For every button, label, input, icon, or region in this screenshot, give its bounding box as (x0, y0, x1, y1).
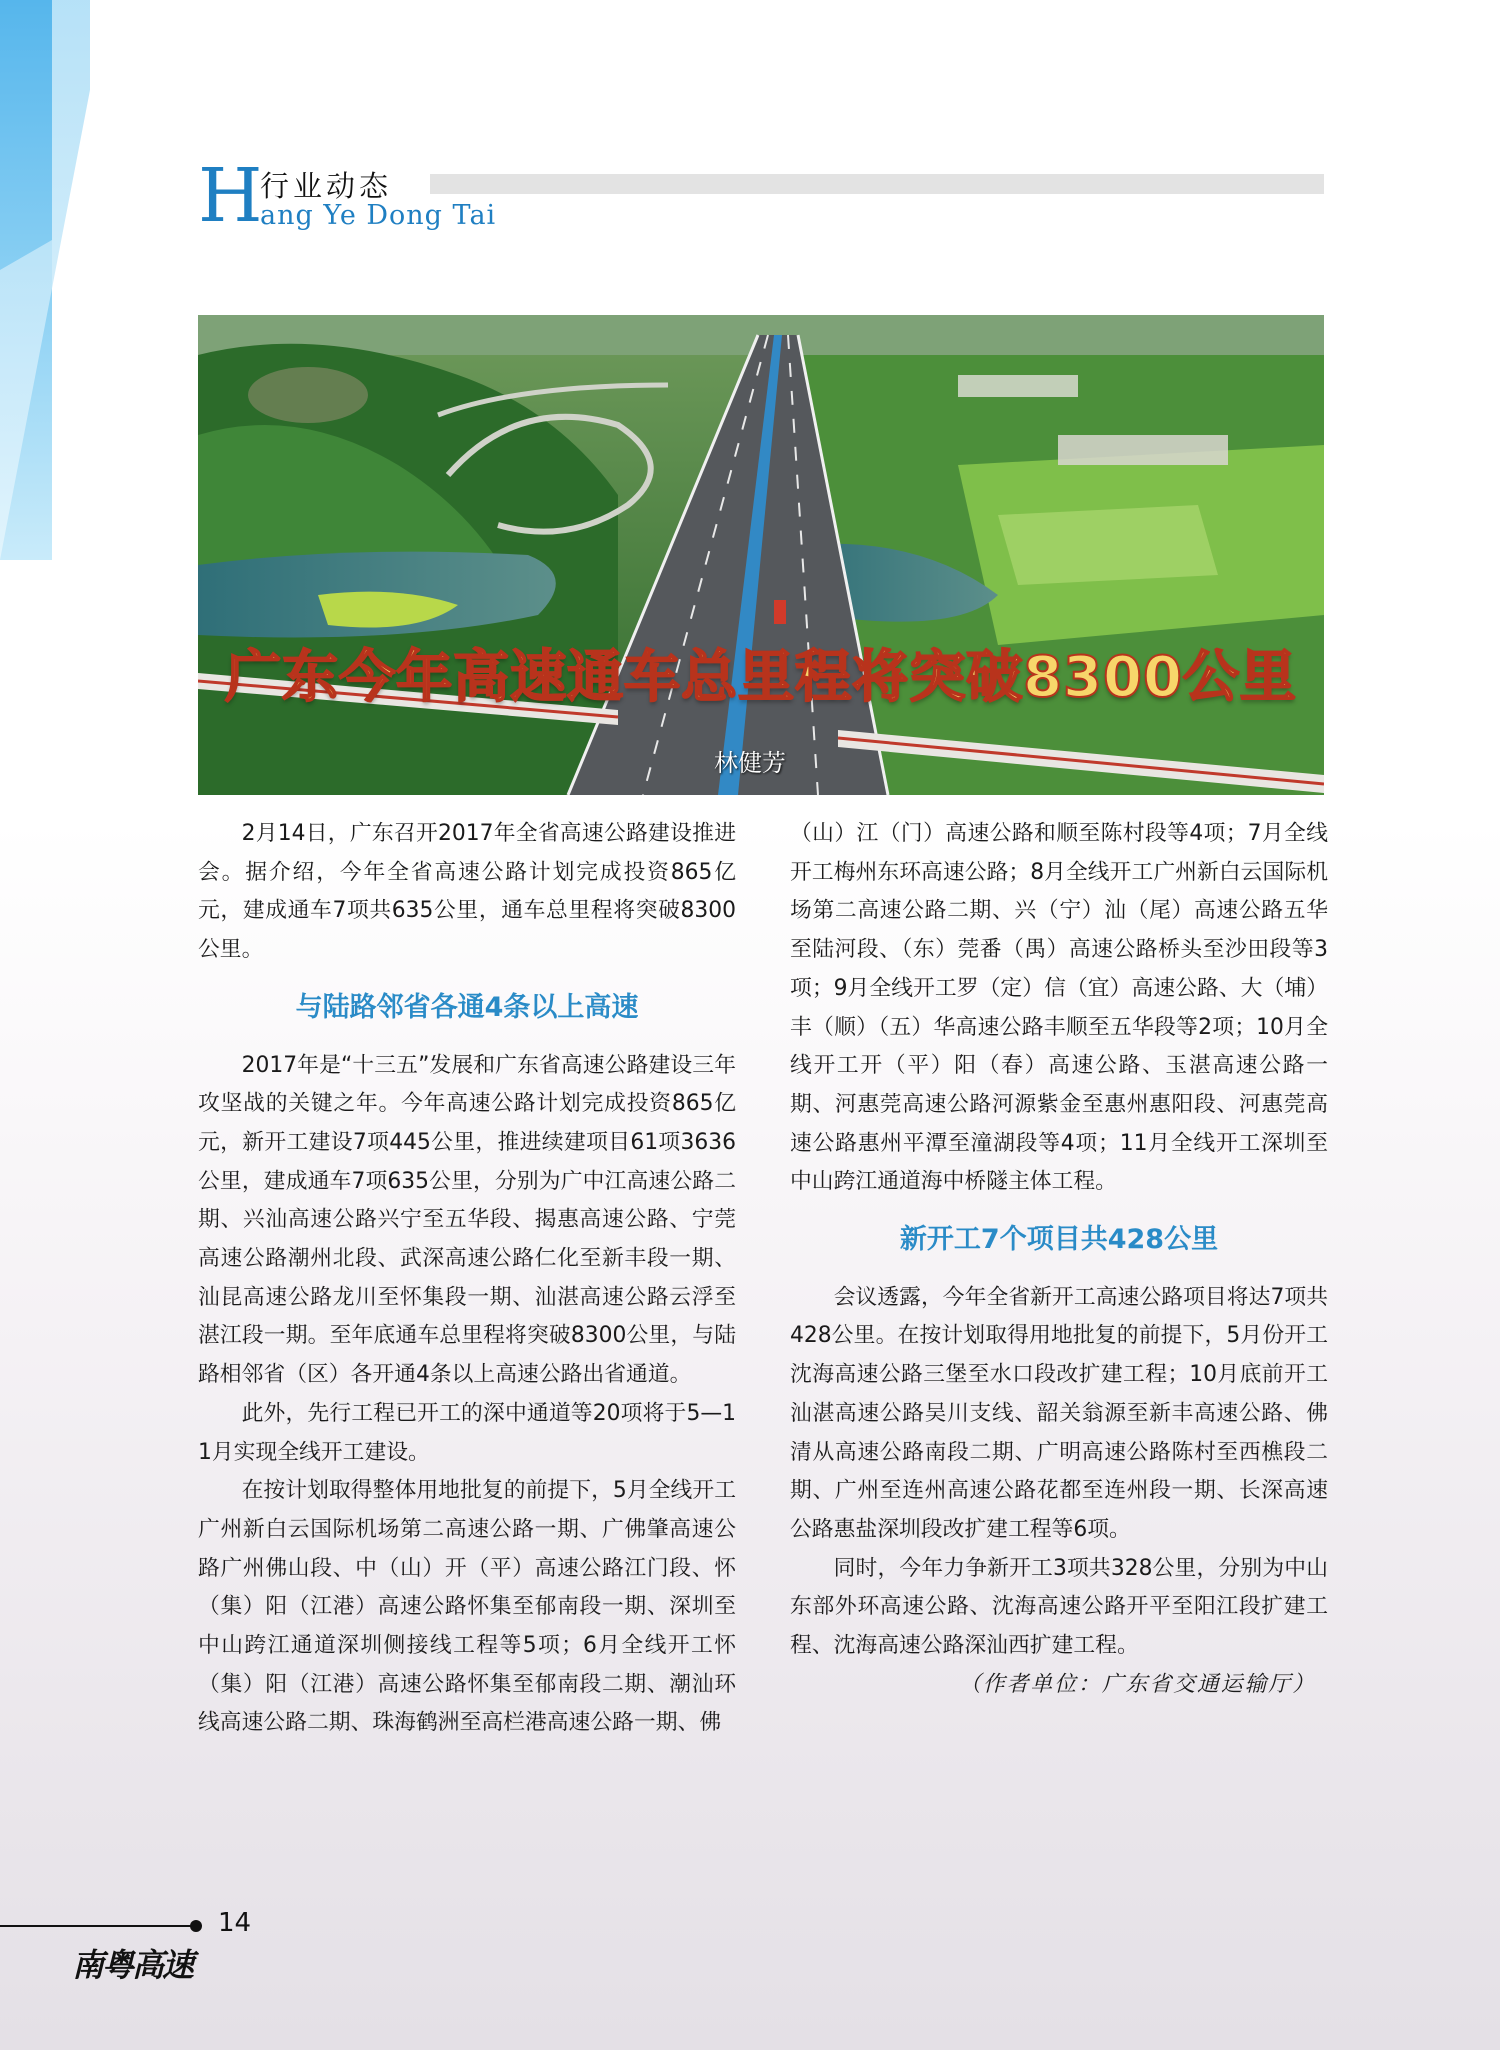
intro-paragraph: 2月14日，广东召开2017年全省高速公路建设推进会。据介绍，今年全省高速公路计划完成投资865亿元，建成通车7项共635公里，通车总里程将突破8300公里。 (198, 821, 736, 963)
highway-aerial-illustration (198, 315, 1324, 795)
section-header (198, 153, 1324, 240)
header-rule (430, 174, 1324, 194)
paragraph: 此外，先行工程已开工的深中通道等20项将于5—11月实现全线开工建设。 (198, 1400, 736, 1465)
magazine-logo: 南粤高速 (72, 1946, 193, 1984)
subheading-new-projects: 新开工7个项目共428公里 (899, 1224, 1219, 1256)
left-column (198, 815, 736, 1743)
footer-dot (190, 1920, 202, 1932)
paragraph: 2017年是“十三五”发展和广东省高速公路建设三年攻坚战的关键之年。今年高速公路计划完成投资865亿元，新开工建设7项445公里，推进续建项目61项3636公里，建成通车7项635公里，分别为广中江高速公路二期、兴汕高速公路兴宁至五华段、揭惠高速公路、宁莞高速公路潮州北段、武深高速公路仁化至新丰段一期、汕昆高速公路龙川至怀集段一期、汕湛高速公路云浮至湛江段一期。至年底通车总里程将突破8300公里，与陆路相邻省（区）各开通4条以上高速公路出省通道。 (198, 1052, 736, 1388)
article-author: 林健芳 (714, 749, 786, 777)
hero-photo (198, 315, 1324, 795)
author-affiliation: （作者单位：广东省交通运输厅） (959, 1671, 1316, 1697)
hero-headline: 广东今年高速通车总里程将突破8300公里 (225, 645, 1297, 710)
paragraph: 在按计划取得整体用地批复的前提下，5月全线开工广州新白云国际机场第二高速公路一期、广佛肇高速公路广州佛山段、中（山）开（平）高速公路江门段、怀（集）阳（江港）高速公路怀集至郁南段一期、深圳至中山跨江通道深圳侧接线工程等5项；6月全线开工怀（集）阳（江港）高速公路怀集至郁南段二期、潮汕环线高速公路二期、珠海鹤洲至高栏港高速公路一期、佛 (198, 1478, 736, 1736)
section-initial: H (198, 153, 263, 239)
paragraph: 会议透露，今年全省新开工高速公路项目将达7项共428公里。在按计划取得用地批复的前提下，5月份开工沈海高速公路三堡至水口段改扩建工程；10月底前开工汕湛高速公路吴川支线、韶关翁源至新丰高速公路、佛清从高速公路南段二期、广明高速公路陈村至西樵段二期、广州至连州高速公路花都至连州段一期、长深高速公路惠盐深圳段改扩建工程等6项。 (790, 1284, 1328, 1542)
footer-rule (0, 1925, 196, 1927)
right-column (790, 815, 1328, 1704)
section-title-cn: 行业动态 (260, 169, 393, 203)
subheading-neighbor-provinces: 与陆路邻省各通4条以上高速 (295, 991, 639, 1023)
section-title-en: ang Ye Dong Tai (260, 200, 497, 231)
paragraph: 同时，今年力争新开工3项共328公里，分别为中山东部外环高速公路、沈海高速公路开平至阳江段扩建工程、沈海高速公路深汕西扩建工程。 (790, 1555, 1328, 1659)
paragraph: （山）江（门）高速公路和顺至陈村段等4项；7月全线开工梅州东环高速公路；8月全线开工广州新白云国际机场第二高速公路二期、兴（宁）汕（尾）高速公路五华至陆河段、（东）莞番（禺）高速公路桥头至沙田段等3项；9月全线开工罗（定）信（宜）高速公路、大（埔）丰（顺）（五）华高速公路丰顺至五华段等2项；10月全线开工开（平）阳（春）高速公路、玉湛高速公路一期、河惠莞高速公路河源紫金至惠州惠阳段、河惠莞高速公路惠州平潭至潼湖段等4项；11月全线开工深圳至中山跨江通道海中桥隧主体工程。 (790, 821, 1328, 1195)
page-number: 14 (218, 1908, 252, 1938)
